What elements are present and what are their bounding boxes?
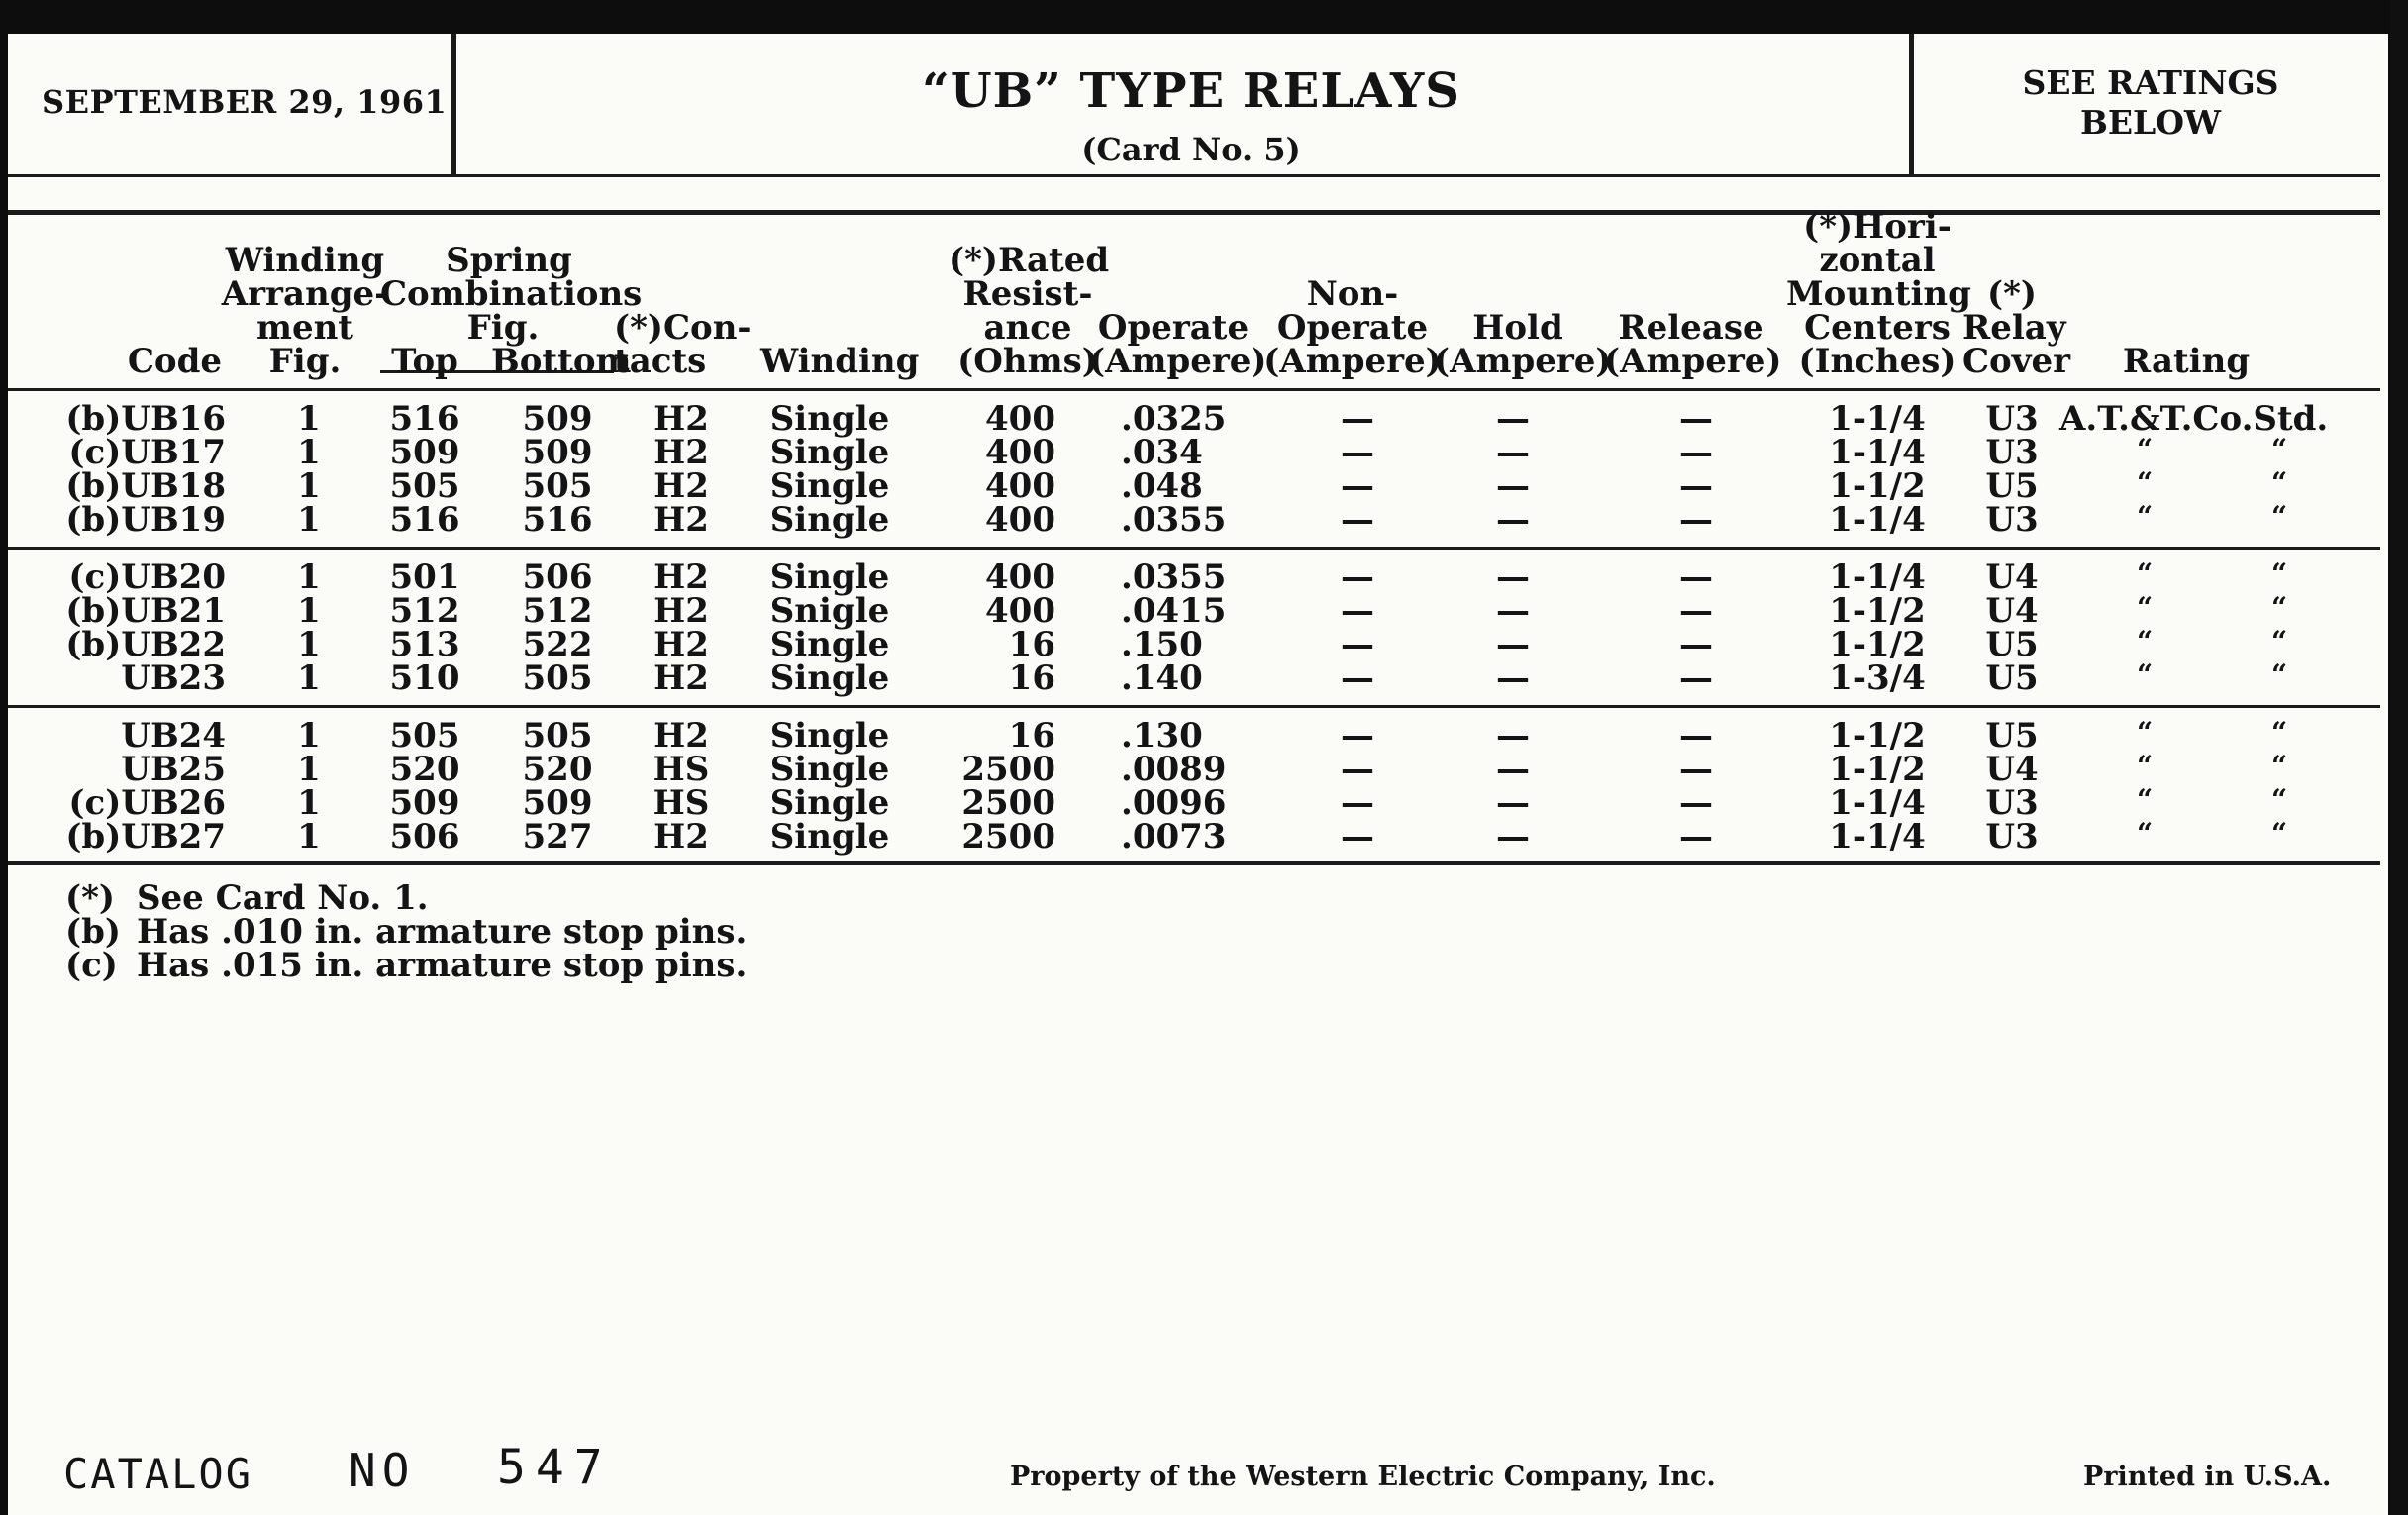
ratings-note	[1923, 63, 2378, 143]
cell-mounting: 1-1/2	[1829, 591, 1926, 631]
cell-rating-ditto: “	[2137, 591, 2154, 624]
header-rule	[8, 210, 2380, 215]
cell-top: 520	[389, 750, 460, 789]
cell-bottom: 516	[522, 500, 593, 540]
cell-bottom: 509	[522, 433, 593, 472]
cell-fig: 1	[297, 399, 321, 439]
cell-rating-ditto: “	[2137, 466, 2154, 499]
cell-cover: U4	[1985, 750, 2039, 789]
col-header-operate: Operate (Ampere)	[1089, 308, 1267, 381]
card-date: SEPTEMBER 29, 1961	[42, 83, 448, 121]
cell-rating-ditto: “	[2271, 433, 2288, 465]
cell-code: (c)UB26	[68, 783, 226, 823]
cell-resistance: 400	[985, 500, 1055, 540]
cell-bottom: 522	[522, 625, 593, 664]
cell-non-operate: —	[1341, 591, 1374, 631]
header-rule	[8, 174, 2380, 177]
col-header-winding-arrangement: Winding Arrange- ment Fig.	[221, 241, 389, 381]
table-rule	[8, 388, 2380, 391]
cell-resistance: 400	[985, 399, 1055, 439]
table-row	[8, 399, 2380, 439]
cell-resistance: 400	[985, 557, 1055, 597]
cell-code: (b)UB19	[65, 500, 226, 540]
cell-contacts: H2	[653, 557, 709, 597]
cell-operate: .0073	[1121, 817, 1227, 857]
cell-rating-ditto: “	[2137, 716, 2154, 749]
cell-code: (b)UB21	[65, 591, 226, 631]
cell-hold: —	[1496, 817, 1530, 857]
cell-top: 505	[389, 466, 460, 506]
cell-mounting: 1-1/2	[1829, 750, 1926, 789]
cell-contacts: H2	[653, 591, 709, 631]
cell-winding: Snigle	[769, 591, 890, 631]
table-row	[8, 625, 2380, 664]
cell-release: —	[1679, 591, 1713, 631]
cell-contacts: HS	[652, 750, 710, 789]
cell-cover: U3	[1985, 399, 2039, 439]
cell-rating-ditto: “	[2271, 500, 2288, 533]
cell-cover: U5	[1985, 658, 2039, 698]
col-header-cover: (*) Relay Cover	[1962, 274, 2071, 381]
catalog-label: CATALOG	[63, 1450, 253, 1498]
cell-fig: 1	[297, 591, 321, 631]
cell-operate: .130	[1121, 716, 1203, 756]
cell-contacts: H2	[653, 433, 709, 472]
cell-bottom: 505	[522, 658, 593, 698]
cell-cover: U3	[1985, 783, 2039, 823]
cell-fig: 1	[297, 783, 321, 823]
footnote-mark: (*)	[65, 878, 115, 918]
cell-release: —	[1679, 625, 1713, 664]
cell-non-operate: —	[1341, 433, 1374, 472]
cell-release: —	[1679, 466, 1713, 506]
cell-bottom: 520	[522, 750, 593, 789]
cell-code: (b)UB27	[65, 817, 226, 857]
cell-resistance: 2500	[961, 783, 1055, 823]
footnote	[65, 878, 429, 918]
footnote	[65, 946, 748, 985]
cell-rating-ditto: “	[2137, 625, 2154, 657]
cell-resistance: 400	[985, 433, 1055, 472]
cell-rating-ditto: “	[2271, 557, 2288, 590]
col-header-release: Release (Ampere)	[1604, 308, 1782, 381]
cell-winding: Single	[769, 750, 890, 789]
table-row	[8, 591, 2380, 631]
cell-non-operate: —	[1341, 557, 1374, 597]
cell-hold: —	[1496, 658, 1530, 698]
cell-winding: Single	[769, 500, 890, 540]
cell-cover: U4	[1985, 557, 2039, 597]
table-rule	[8, 547, 2380, 550]
cell-fig: 1	[297, 466, 321, 506]
cell-resistance: 400	[985, 591, 1055, 631]
cell-fig: 1	[297, 433, 321, 472]
cell-code: UB24	[121, 716, 226, 756]
cell-non-operate: —	[1341, 625, 1374, 664]
catalog-no-label: NO	[349, 1444, 416, 1497]
footnote-text: Has .015 in. armature stop pins.	[137, 946, 748, 985]
cell-mounting: 1-1/4	[1829, 500, 1926, 540]
col-header-spring-fig: Fig.	[466, 308, 540, 348]
cell-operate: .0415	[1121, 591, 1227, 631]
cell-mounting: 1-1/4	[1829, 557, 1926, 597]
cell-rating-ditto: “	[2137, 557, 2154, 590]
cell-top: 512	[389, 591, 460, 631]
cell-release: —	[1679, 750, 1713, 789]
cell-operate: .140	[1121, 658, 1203, 698]
cell-resistance: 400	[985, 466, 1055, 506]
col-header-mounting: (*)Hori- zontal Mounting Centers (Inches)	[1786, 207, 1971, 381]
cell-winding: Single	[769, 783, 890, 823]
cell-non-operate: —	[1341, 817, 1374, 857]
cell-release: —	[1679, 716, 1713, 756]
cell-rating-ditto: “	[2137, 750, 2154, 782]
cell-code: (c)UB20	[68, 557, 226, 597]
cell-mounting: 1-1/2	[1829, 466, 1926, 506]
catalog-number: 547	[497, 1440, 613, 1495]
cell-non-operate: —	[1341, 658, 1374, 698]
cell-non-operate: —	[1341, 500, 1374, 540]
footnote	[65, 912, 748, 952]
cell-winding: Single	[769, 399, 890, 439]
scan-edge	[2390, 0, 2408, 1515]
cell-code: (b)UB16	[65, 399, 226, 439]
table-rule	[8, 705, 2380, 708]
cell-resistance: 2500	[961, 750, 1055, 789]
cell-non-operate: —	[1341, 750, 1374, 789]
table-row	[8, 500, 2380, 540]
cell-operate: .0355	[1121, 500, 1227, 540]
cell-operate: .048	[1121, 466, 1203, 506]
cell-rating-ditto: “	[2271, 591, 2288, 624]
cell-top: 516	[389, 500, 460, 540]
cell-code: UB23	[121, 658, 226, 698]
cell-release: —	[1679, 783, 1713, 823]
cell-winding: Single	[769, 658, 890, 698]
cell-operate: .0089	[1121, 750, 1227, 789]
cell-rating-ditto: “	[2271, 716, 2288, 749]
col-header-non-operate: Non- Operate (Ampere)	[1263, 274, 1442, 381]
cell-fig: 1	[297, 750, 321, 789]
footnote-text: See Card No. 1.	[137, 878, 429, 918]
cell-rating-ditto: “	[2137, 658, 2154, 691]
cell-mounting: 1-1/2	[1829, 716, 1926, 756]
cell-hold: —	[1496, 557, 1530, 597]
cell-cover: U4	[1985, 591, 2039, 631]
cell-mounting: 1-1/2	[1829, 625, 1926, 664]
cell-release: —	[1679, 557, 1713, 597]
cell-hold: —	[1496, 625, 1530, 664]
cell-mounting: 1-1/4	[1829, 783, 1926, 823]
cell-hold: —	[1496, 750, 1530, 789]
cell-rating-ditto: “	[2271, 750, 2288, 782]
card-title: “UB” TYPE RELAYS	[922, 63, 1460, 119]
table-row	[8, 658, 2380, 698]
cell-rating-ditto: “	[2137, 817, 2154, 850]
col-header-winding: Winding	[760, 342, 920, 381]
cell-code: (c)UB17	[68, 433, 226, 472]
cell-bottom: 509	[522, 783, 593, 823]
cell-operate: .0355	[1121, 557, 1227, 597]
cell-operate: .150	[1121, 625, 1203, 664]
col-header-rating: Rating	[2122, 342, 2251, 381]
cell-cover: U5	[1985, 625, 2039, 664]
cell-hold: —	[1496, 433, 1530, 472]
cell-hold: —	[1496, 500, 1530, 540]
cell-winding: Single	[769, 817, 890, 857]
table-row	[8, 466, 2380, 506]
cell-release: —	[1679, 500, 1713, 540]
cell-non-operate: —	[1341, 716, 1374, 756]
col-header-spring-combinations: Spring Combinations	[380, 241, 643, 314]
cell-contacts: H2	[653, 658, 709, 698]
catalog-card	[8, 34, 2388, 1515]
cell-contacts: HS	[652, 783, 710, 823]
cell-release: —	[1679, 433, 1713, 472]
cell-winding: Single	[769, 557, 890, 597]
table-row	[8, 433, 2380, 472]
cell-contacts: H2	[653, 399, 709, 439]
cell-fig: 1	[297, 817, 321, 857]
cell-fig: 1	[297, 500, 321, 540]
card-subtitle: (Card No. 5)	[1081, 131, 1301, 168]
cell-resistance: 16	[1008, 625, 1055, 664]
cell-winding: Single	[769, 716, 890, 756]
cell-fig: 1	[297, 557, 321, 597]
cell-winding: Single	[769, 433, 890, 472]
table-row	[8, 783, 2380, 823]
table-rule	[8, 861, 2380, 865]
cell-rating-ditto: “	[2137, 433, 2154, 465]
col-header-resistance: (*)Rated Resist- ance (Ohms)	[949, 241, 1110, 381]
cell-winding: Single	[769, 625, 890, 664]
cell-mounting: 1-3/4	[1829, 658, 1926, 698]
cell-winding: Single	[769, 466, 890, 506]
cell-top: 516	[389, 399, 460, 439]
cell-rating: A.T.&T.Co.Std.	[2059, 399, 2329, 439]
cell-fig: 1	[297, 716, 321, 756]
cell-top: 506	[389, 817, 460, 857]
cell-cover: U3	[1985, 433, 2039, 472]
cell-hold: —	[1496, 783, 1530, 823]
printed-notice: Printed in U.S.A.	[2083, 1462, 2332, 1492]
cell-bottom: 505	[522, 466, 593, 506]
cell-non-operate: —	[1341, 783, 1374, 823]
cell-cover: U5	[1985, 716, 2039, 756]
property-notice: Property of the Western Electric Company, Inc.	[1010, 1462, 1716, 1492]
cell-bottom: 506	[522, 557, 593, 597]
cell-code: UB25	[121, 750, 226, 789]
cell-contacts: H2	[653, 466, 709, 506]
cell-non-operate: —	[1341, 466, 1374, 506]
footnote-mark: (b)	[65, 912, 121, 952]
cell-rating-ditto: “	[2271, 625, 2288, 657]
cell-bottom: 505	[522, 716, 593, 756]
cell-fig: 1	[297, 658, 321, 698]
cell-mounting: 1-1/4	[1829, 817, 1926, 857]
cell-cover: U3	[1985, 500, 2039, 540]
table-row	[8, 557, 2380, 597]
cell-bottom: 527	[522, 817, 593, 857]
col-header-bottom: Bottom	[491, 342, 632, 381]
cell-bottom: 509	[522, 399, 593, 439]
cell-top: 509	[389, 433, 460, 472]
cell-operate: .034	[1121, 433, 1203, 472]
cell-contacts: H2	[653, 500, 709, 540]
cell-release: —	[1679, 399, 1713, 439]
cell-top: 509	[389, 783, 460, 823]
col-header-contacts: (*)Con- tacts	[614, 308, 752, 381]
cell-hold: —	[1496, 591, 1530, 631]
cell-contacts: H2	[653, 817, 709, 857]
cell-mounting: 1-1/4	[1829, 433, 1926, 472]
col-header-hold: Hold (Ampere)	[1434, 308, 1612, 381]
cell-bottom: 512	[522, 591, 593, 631]
ratings-note-line1: SEE RATINGS	[2022, 63, 2279, 102]
ratings-note-line2: BELOW	[2079, 103, 2222, 142]
cell-hold: —	[1496, 399, 1530, 439]
cell-rating-ditto: “	[2271, 658, 2288, 691]
cell-cover: U5	[1985, 466, 2039, 506]
cell-resistance: 2500	[961, 817, 1055, 857]
cell-mounting: 1-1/4	[1829, 399, 1926, 439]
cell-code: (b)UB22	[65, 625, 226, 664]
table-row	[8, 750, 2380, 789]
table-row	[8, 716, 2380, 756]
cell-non-operate: —	[1341, 399, 1374, 439]
footnote-mark: (c)	[65, 946, 118, 985]
cell-release: —	[1679, 658, 1713, 698]
cell-rating-ditto: “	[2137, 783, 2154, 816]
cell-release: —	[1679, 817, 1713, 857]
col-header-code: Code	[127, 342, 222, 381]
cell-resistance: 16	[1008, 716, 1055, 756]
cell-operate: .0325	[1121, 399, 1227, 439]
cell-fig: 1	[297, 625, 321, 664]
cell-top: 501	[389, 557, 460, 597]
col-header-top: Top	[391, 342, 458, 381]
cell-rating-ditto: “	[2271, 783, 2288, 816]
cell-hold: —	[1496, 716, 1530, 756]
cell-operate: .0096	[1121, 783, 1227, 823]
cell-rating-ditto: “	[2137, 500, 2154, 533]
cell-top: 510	[389, 658, 460, 698]
cell-hold: —	[1496, 466, 1530, 506]
cell-top: 513	[389, 625, 460, 664]
cell-rating-ditto: “	[2271, 817, 2288, 850]
table-row	[8, 817, 2380, 857]
cell-rating-ditto: “	[2271, 466, 2288, 499]
cell-contacts: H2	[653, 716, 709, 756]
cell-cover: U3	[1985, 817, 2039, 857]
footnote-text: Has .010 in. armature stop pins.	[137, 912, 748, 952]
cell-code: (b)UB18	[65, 466, 226, 506]
cell-top: 505	[389, 716, 460, 756]
cell-contacts: H2	[653, 625, 709, 664]
cell-resistance: 16	[1008, 658, 1055, 698]
